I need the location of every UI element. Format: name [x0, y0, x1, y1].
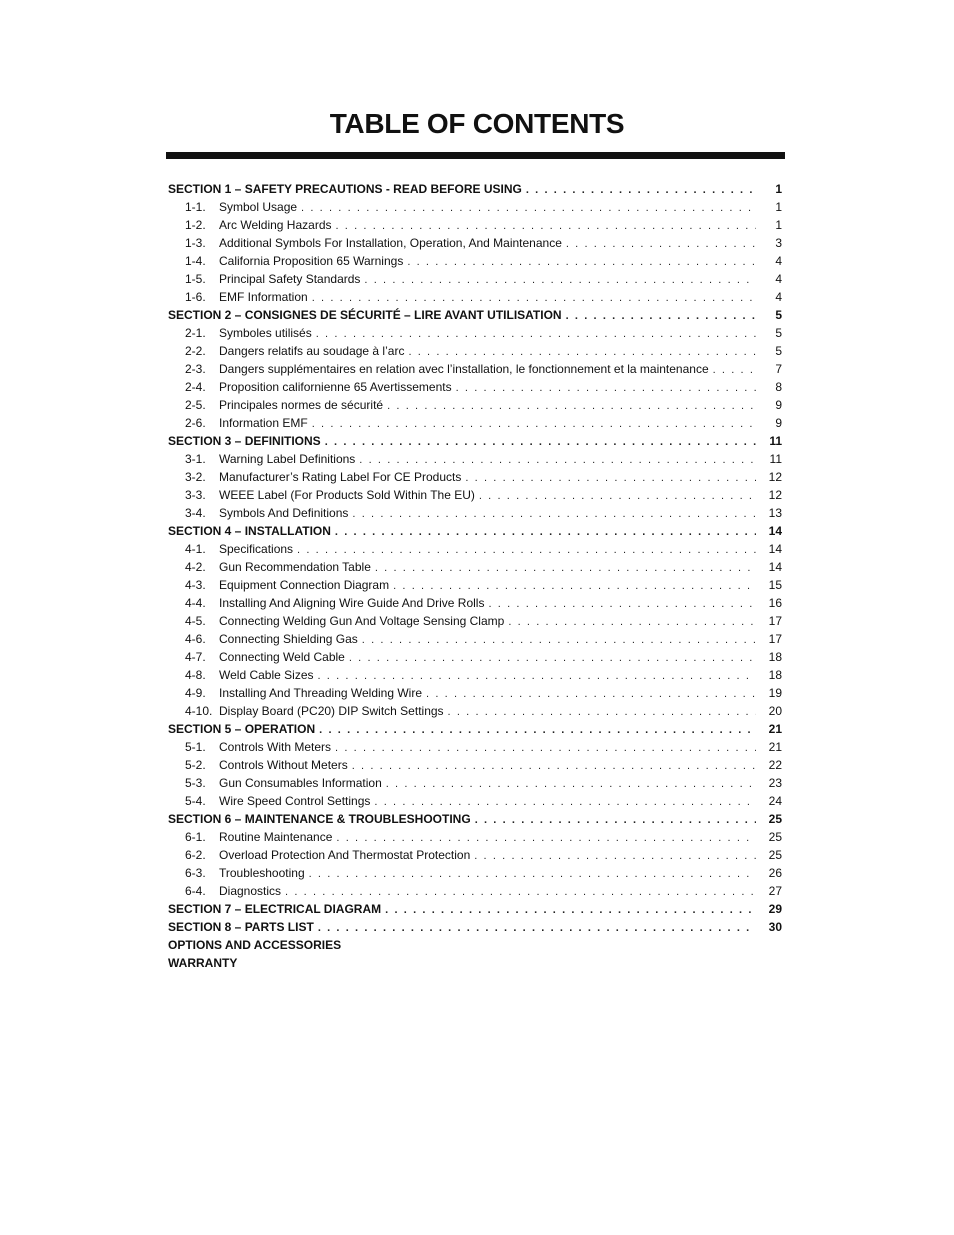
toc-page-number: 5 — [775, 344, 782, 358]
dot-leader — [488, 595, 756, 612]
dot-leader — [566, 235, 756, 252]
toc-entry-title: Information EMF — [219, 416, 308, 430]
toc-subsection-row[interactable] — [168, 342, 782, 360]
toc-entry-number: 4-1. — [185, 542, 206, 556]
toc-entry-title: SECTION 1 – SAFETY PRECAUTIONS - READ BEFORE USING — [168, 182, 522, 196]
toc-entry-title: California Proposition 65 Warnings — [219, 254, 404, 268]
dot-leader — [465, 469, 756, 486]
toc-page-number: 14 — [768, 524, 782, 538]
dot-leader — [336, 217, 757, 234]
toc-entry-number: 3-4. — [185, 506, 206, 520]
dot-leader — [508, 613, 756, 630]
toc-subsection-row[interactable] — [168, 216, 782, 234]
dot-leader — [387, 397, 756, 414]
toc-subsection-row[interactable] — [168, 360, 782, 378]
toc-page-number: 4 — [775, 254, 782, 268]
toc-entry-number: 1-4. — [185, 254, 206, 268]
toc-section-row[interactable] — [168, 810, 782, 828]
toc-entry-title: Principales normes de sécurité — [219, 398, 384, 412]
toc-entry-title: OPTIONS AND ACCESSORIES — [168, 938, 342, 952]
toc-subsection-row[interactable] — [168, 738, 782, 756]
toc-entry-number: 2-3. — [185, 362, 206, 376]
dot-leader — [713, 361, 756, 378]
toc-entry-number: 6-1. — [185, 830, 206, 844]
toc-entry-title: SECTION 6 – MAINTENANCE & TROUBLESHOOTING — [168, 812, 471, 826]
toc-entry-title: Installing And Threading Welding Wire — [219, 686, 423, 700]
page-title: TABLE OF CONTENTS — [329, 108, 625, 139]
toc-entry-number: 2-5. — [185, 398, 206, 412]
toc-page-number: 23 — [768, 776, 782, 790]
dot-leader — [349, 649, 756, 666]
dot-leader — [352, 757, 756, 774]
toc-page-number: 27 — [768, 884, 782, 898]
toc-subsection-row[interactable] — [168, 612, 782, 630]
toc-entry-title: Equipment Connection Diagram — [219, 578, 390, 592]
toc-subsection-row[interactable] — [168, 378, 782, 396]
dot-leader — [475, 811, 756, 828]
toc-entry-number: 4-4. — [185, 596, 206, 610]
dot-leader — [312, 415, 756, 432]
toc-subsection-row[interactable] — [168, 198, 782, 216]
toc-entry-title: Diagnostics — [219, 884, 282, 898]
toc-page-number: 18 — [768, 650, 782, 664]
dot-leader — [362, 631, 756, 648]
toc-page-number: 25 — [768, 812, 782, 826]
toc-section-row[interactable] — [168, 900, 782, 918]
toc-page-number: 20 — [768, 704, 782, 718]
toc-section-row[interactable] — [168, 954, 782, 972]
toc-page-number: 29 — [768, 902, 782, 916]
toc-page-number: 18 — [768, 668, 782, 682]
toc-section-row[interactable] — [168, 522, 782, 540]
dot-leader — [393, 577, 756, 594]
toc-entry-title: Symbol Usage — [219, 200, 298, 214]
toc-entry-number: 4-5. — [185, 614, 206, 628]
toc-entry-number: 2-1. — [185, 326, 206, 340]
toc-section-row[interactable] — [168, 918, 782, 936]
toc-subsection-row[interactable] — [168, 486, 782, 504]
toc-entry-number: 6-3. — [185, 866, 206, 880]
dot-leader — [316, 325, 756, 342]
dot-leader — [407, 253, 756, 270]
toc-entry-title: Symboles utilisés — [219, 326, 312, 340]
toc-page-number: 12 — [768, 488, 782, 502]
toc-entry-number: 4-2. — [185, 560, 206, 574]
toc-subsection-row[interactable] — [168, 774, 782, 792]
toc-page-number: 3 — [775, 236, 782, 250]
dot-leader — [335, 739, 756, 756]
toc-entry-number: 1-1. — [185, 200, 206, 214]
toc-subsection-row[interactable] — [168, 324, 782, 342]
dot-leader — [359, 451, 756, 468]
toc-subsection-row[interactable] — [168, 864, 782, 882]
toc-subsection-row[interactable] — [168, 702, 782, 720]
toc-subsection-row[interactable] — [168, 234, 782, 252]
toc-page-number: 16 — [768, 596, 782, 610]
toc-subsection-row[interactable] — [168, 270, 782, 288]
dot-leader — [335, 523, 756, 540]
toc-entry-title: Installing And Aligning Wire Guide And Drive Rolls — [219, 596, 485, 610]
toc-page-number: 14 — [768, 542, 782, 556]
dot-leader — [456, 379, 756, 396]
toc-page-number: 13 — [768, 506, 782, 520]
toc-subsection-row[interactable] — [168, 450, 782, 468]
toc-page-number: 24 — [768, 794, 782, 808]
toc-entry-title: Warning Label Definitions — [219, 452, 356, 466]
toc-entry-number: 5-1. — [185, 740, 206, 754]
dot-leader — [479, 487, 756, 504]
toc-subsection-row[interactable] — [168, 792, 782, 810]
toc-entry-title: WARRANTY — [168, 956, 238, 970]
toc-entry-number: 1-2. — [185, 218, 206, 232]
dot-leader — [318, 919, 756, 936]
toc-page-number: 21 — [768, 740, 782, 754]
toc-entry-title: Wire Speed Control Settings — [219, 794, 371, 808]
dot-leader — [318, 667, 757, 684]
toc-page-number: 15 — [768, 578, 782, 592]
toc-entry-number: 3-3. — [185, 488, 206, 502]
toc-subsection-row[interactable] — [168, 630, 782, 648]
toc-subsection-row[interactable] — [168, 396, 782, 414]
toc-entry-number: 2-6. — [185, 416, 206, 430]
toc-page-number: 1 — [775, 218, 782, 232]
toc-entry-title: SECTION 2 – CONSIGNES DE SÉCURITÉ – LIRE AVANT UTILISATION — [168, 308, 562, 322]
dot-leader — [325, 433, 756, 450]
toc-entry-number: 1-3. — [185, 236, 206, 250]
toc-page-number: 9 — [775, 398, 782, 412]
dot-leader — [566, 307, 756, 324]
toc-entry-title: Controls Without Meters — [219, 758, 348, 772]
toc-page-number: 30 — [768, 920, 782, 934]
dot-leader — [301, 199, 756, 216]
toc-entry-title: Dangers relatifs au soudage à l’arc — [219, 344, 405, 358]
toc-entry-title: SECTION 5 – OPERATION — [168, 722, 316, 736]
dot-leader — [285, 883, 756, 900]
toc-entry-number: 2-2. — [185, 344, 206, 358]
toc-entry-number: 4-7. — [185, 650, 206, 664]
toc-subsection-row[interactable] — [168, 414, 782, 432]
toc-subsection-row[interactable] — [168, 684, 782, 702]
toc-section-row[interactable] — [168, 180, 782, 198]
dot-leader — [386, 775, 756, 792]
toc-page-number: 11 — [769, 434, 782, 448]
toc-subsection-row[interactable] — [168, 756, 782, 774]
dot-leader — [352, 505, 756, 522]
toc-page-number: 4 — [775, 290, 782, 304]
toc-page-number: 25 — [768, 848, 782, 862]
title-rule — [166, 152, 785, 159]
toc-page-number: 26 — [768, 866, 782, 880]
dot-leader — [374, 793, 756, 810]
toc-page-number: 12 — [768, 470, 782, 484]
toc-page-number: 5 — [775, 308, 782, 322]
toc-entry-title: Specifications — [219, 542, 294, 556]
toc-entry-title: EMF Information — [219, 290, 308, 304]
toc-subsection-row[interactable] — [168, 576, 782, 594]
toc-entry-title: WEEE Label (For Products Sold Within The EU) — [219, 488, 475, 502]
toc-entry-number: 1-5. — [185, 272, 206, 286]
toc-page-number: 1 — [775, 200, 782, 214]
toc-entry-title: Gun Recommendation Table — [219, 560, 371, 574]
toc-subsection-row[interactable] — [168, 504, 782, 522]
dot-leader — [426, 685, 756, 702]
toc-entry-title: Controls With Meters — [219, 740, 332, 754]
toc-page-number: 7 — [775, 362, 782, 376]
toc-section-row[interactable] — [168, 936, 782, 954]
toc-entry-title: Display Board (PC20) DIP Switch Settings — [219, 704, 444, 718]
toc-page-number: 22 — [768, 758, 782, 772]
toc-subsection-row[interactable] — [168, 666, 782, 684]
toc-entry-title: Principal Safety Standards — [219, 272, 361, 286]
toc-entry-number: 1-6. — [185, 290, 206, 304]
toc-entry-number: 4-9. — [185, 686, 206, 700]
toc-entry-title: Troubleshooting — [219, 866, 305, 880]
toc-entry-number: 5-3. — [185, 776, 206, 790]
toc-page-number: 21 — [768, 722, 782, 736]
toc-page-number: 4 — [775, 272, 782, 286]
table-of-contents — [168, 180, 782, 972]
toc-entry-title: Connecting Shielding Gas — [219, 632, 358, 646]
dot-leader — [385, 901, 756, 918]
toc-subsection-row[interactable] — [168, 252, 782, 270]
toc-subsection-row[interactable] — [168, 828, 782, 846]
dot-leader — [364, 271, 756, 288]
toc-entry-number: 3-2. — [185, 470, 206, 484]
toc-subsection-row[interactable] — [168, 288, 782, 306]
toc-entry-title: Arc Welding Hazards — [219, 218, 332, 232]
toc-entry-title: Routine Maintenance — [219, 830, 333, 844]
dot-leader — [408, 343, 756, 360]
toc-entry-title: Additional Symbols For Installation, Operation, And Maintenance — [219, 236, 562, 250]
toc-page-number: 9 — [775, 416, 782, 430]
toc-subsection-row[interactable] — [168, 468, 782, 486]
toc-section-row[interactable] — [168, 306, 782, 324]
toc-entry-number: 2-4. — [185, 380, 206, 394]
toc-page-number: 8 — [775, 380, 782, 394]
dot-leader — [474, 847, 756, 864]
toc-entry-title: Dangers supplémentaires en relation avec l’installation, le fonctionnement et la maintenance — [219, 362, 709, 376]
toc-section-row[interactable] — [168, 432, 782, 450]
toc-entry-title: Connecting Weld Cable — [219, 650, 345, 664]
toc-subsection-row[interactable] — [168, 882, 782, 900]
toc-page-number: 17 — [768, 614, 782, 628]
dot-leader — [319, 721, 756, 738]
toc-entry-number: 6-4. — [185, 884, 206, 898]
toc-entry-title: Gun Consumables Information — [219, 776, 382, 790]
toc-entry-title: SECTION 3 – DEFINITIONS — [168, 434, 321, 448]
toc-entry-title: Manufacturer’s Rating Label For CE Products — [219, 470, 462, 484]
toc-page-number: 25 — [768, 830, 782, 844]
toc-page-number: 11 — [769, 452, 782, 466]
toc-entry-title: SECTION 8 – PARTS LIST — [168, 920, 314, 934]
dot-leader — [297, 541, 756, 558]
dot-leader — [312, 289, 756, 306]
toc-subsection-row[interactable] — [168, 540, 782, 558]
toc-page-number: 17 — [768, 632, 782, 646]
toc-page-number: 14 — [768, 560, 782, 574]
toc-entry-number: 4-3. — [185, 578, 206, 592]
toc-entry-number: 4-8. — [185, 668, 206, 682]
toc-entry-number: 6-2. — [185, 848, 206, 862]
toc-entry-title: Symbols And Definitions — [219, 506, 349, 520]
toc-entry-number: 4-10. — [185, 704, 213, 718]
toc-subsection-row[interactable] — [168, 594, 782, 612]
toc-page-number: 19 — [768, 686, 782, 700]
toc-section-row[interactable] — [168, 720, 782, 738]
toc-entry-number: 5-2. — [185, 758, 206, 772]
toc-page-number: 1 — [775, 182, 782, 196]
toc-subsection-row[interactable] — [168, 648, 782, 666]
dot-leader — [448, 703, 756, 720]
toc-entry-title: Proposition californienne 65 Avertissements — [219, 380, 452, 394]
toc-page-number: 5 — [775, 326, 782, 340]
dot-leader — [309, 865, 756, 882]
toc-entry-number: 4-6. — [185, 632, 206, 646]
toc-entry-number: 3-1. — [185, 452, 206, 466]
toc-entry-number: 5-4. — [185, 794, 206, 808]
toc-entry-title: Overload Protection And Thermostat Protection — [219, 848, 471, 862]
toc-subsection-row[interactable] — [168, 558, 782, 576]
toc-subsection-row[interactable] — [168, 846, 782, 864]
dot-leader — [375, 559, 756, 576]
toc-entry-title: SECTION 7 – ELECTRICAL DIAGRAM — [168, 902, 382, 916]
dot-leader — [526, 181, 756, 198]
toc-entry-title: SECTION 4 – INSTALLATION — [168, 524, 331, 538]
dot-leader — [336, 829, 756, 846]
toc-entry-title: Connecting Welding Gun And Voltage Sensing Clamp — [219, 614, 505, 628]
toc-entry-title: Weld Cable Sizes — [219, 668, 314, 682]
